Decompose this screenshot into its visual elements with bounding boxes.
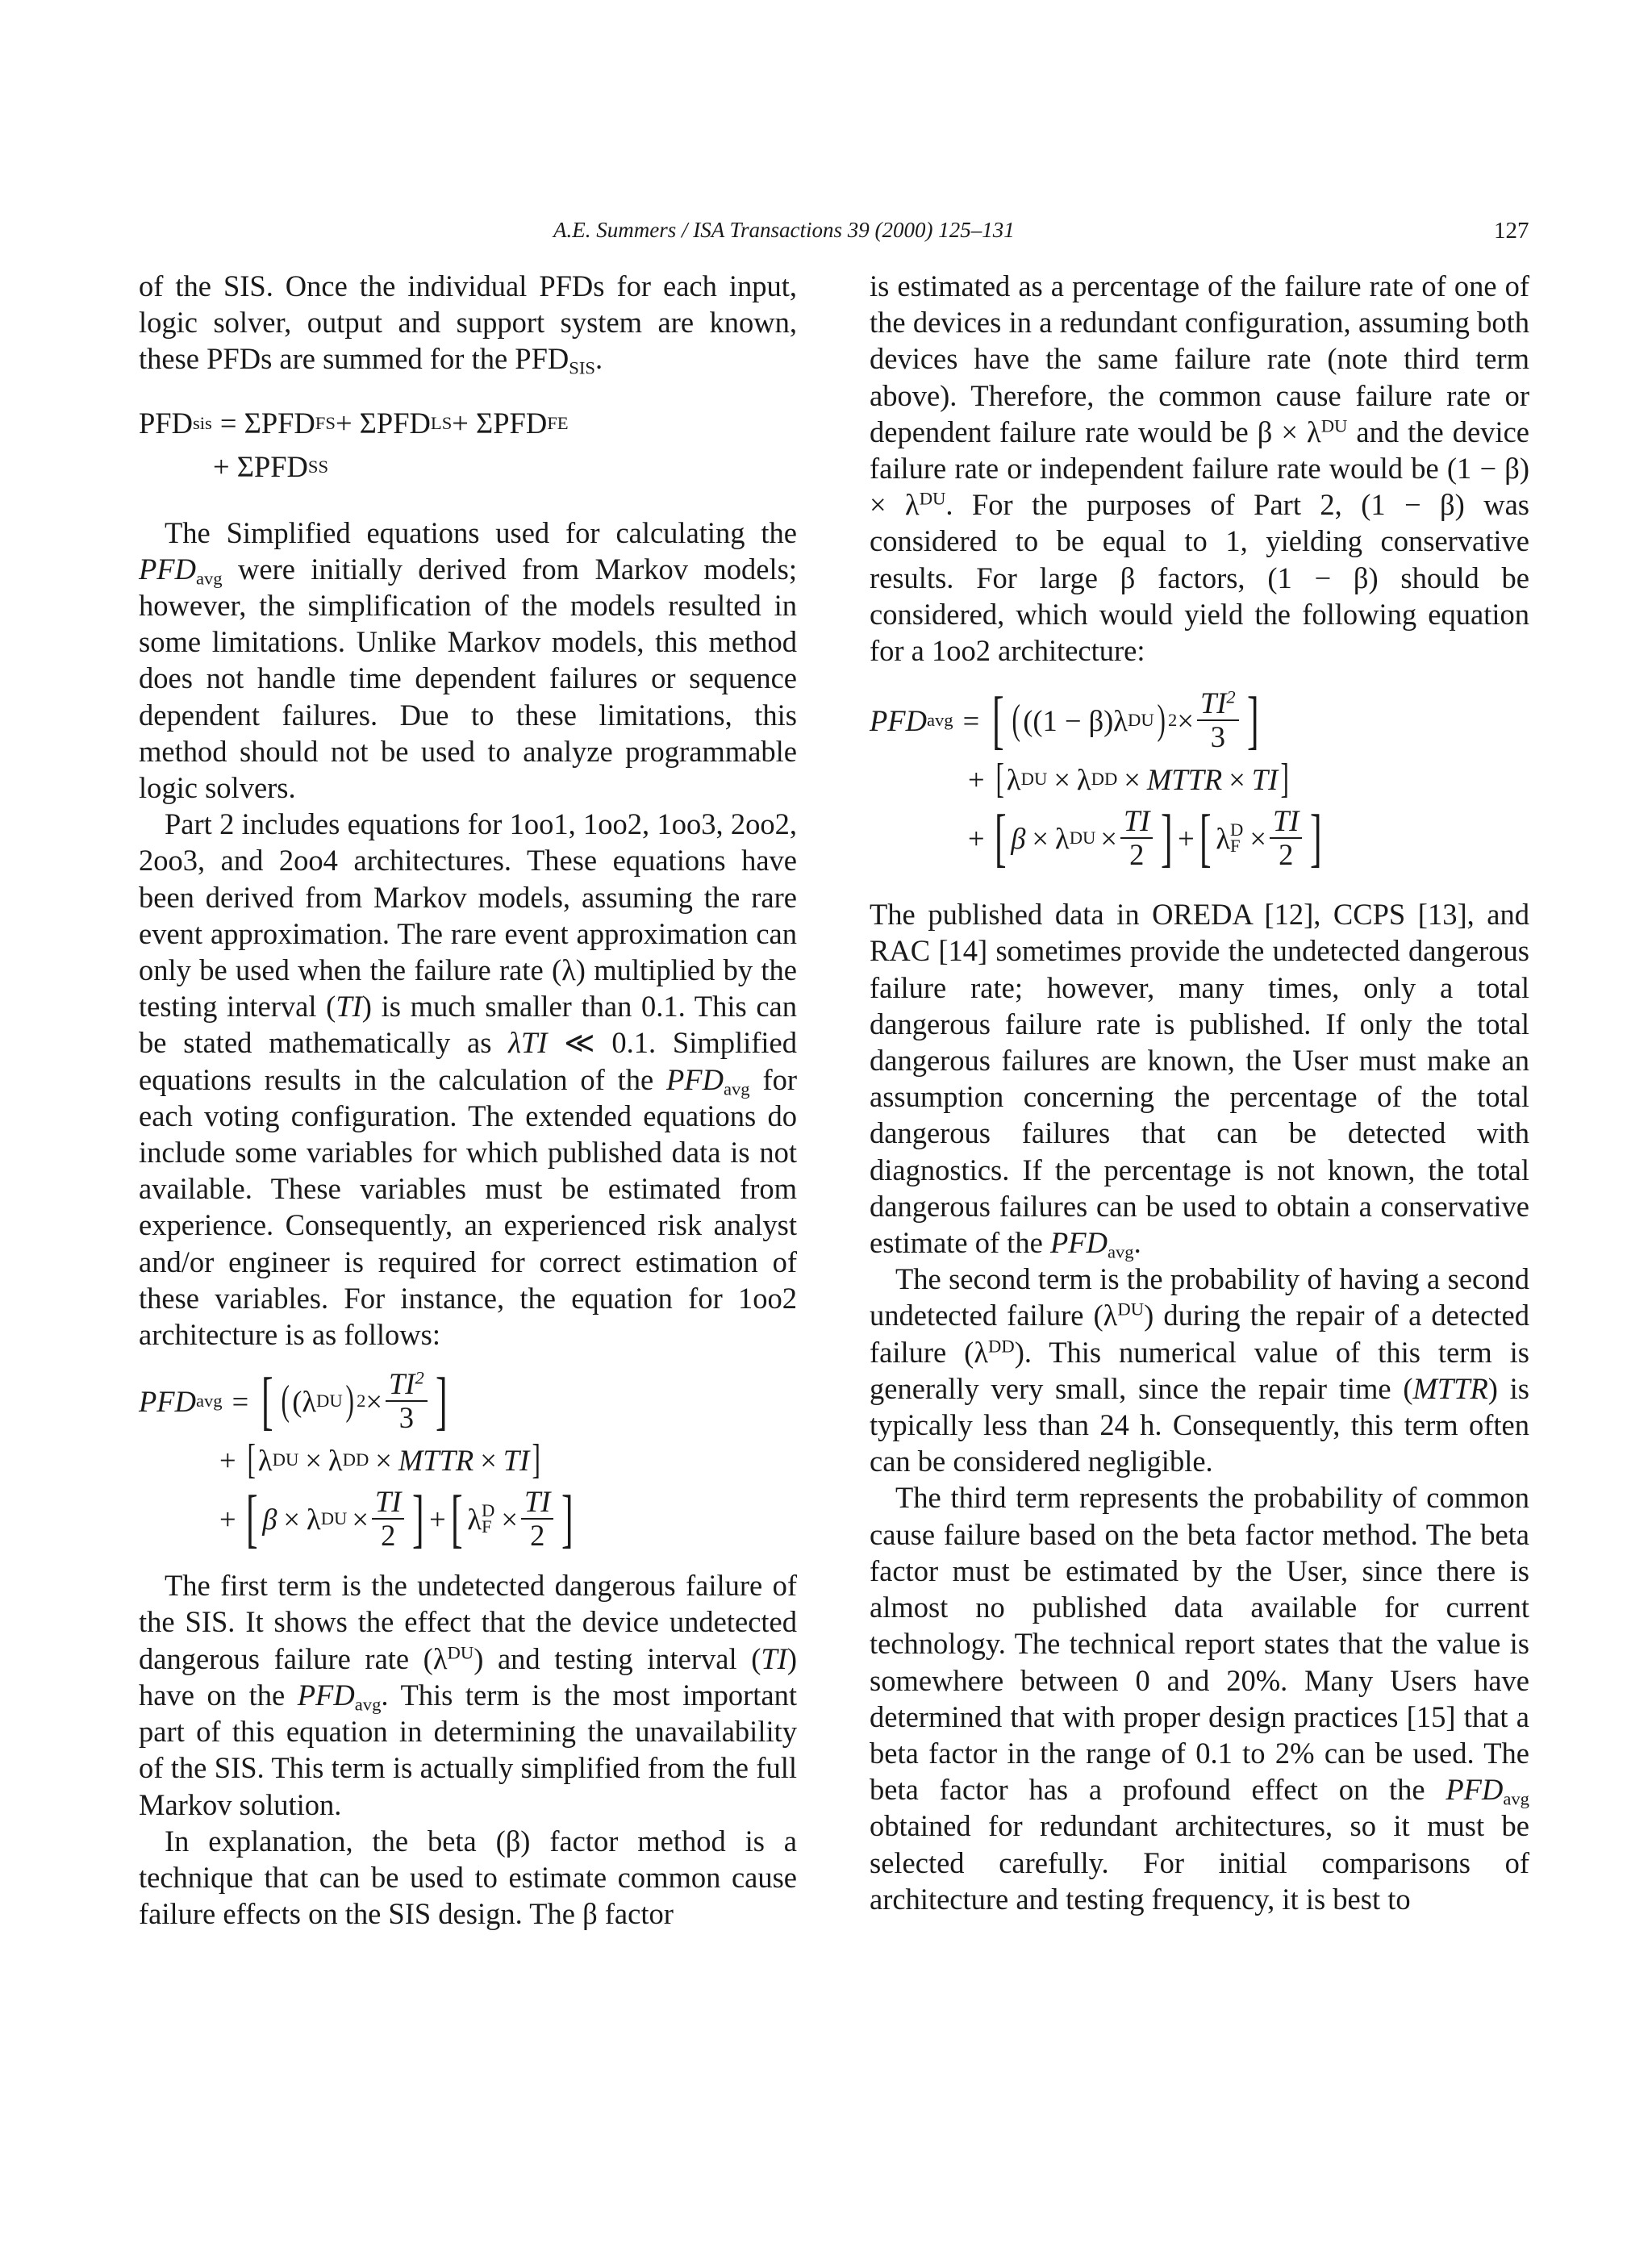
paragraph: The published data in OREDA [12], CCPS [13], and RAC [14] sometimes provide the undetected dangerous failure rate; however, many times, only a total dangerous failure rate is published. If only the total dangerous failures are known, the User must make an assumption concerning the percentage of the total dangerous failures that can be detected with diagnostics. If the percentage is not known, the total dangerous failures can be used to obtain a conservative estimate of the $PFD_{avg}$. <box>870 898 1529 1262</box>
page-number: 127 <box>1494 218 1529 244</box>
paragraph: The second term is the probability of having a second undetected failure $(\lambda^{DU})$ during the repair of a detected failure $(\lambda^{DD})$. This numerical value of this term is generally very small, since the repair time (MTTR) is typically less than 24 h. Consequently, this term often can be considered negligible. <box>870 1262 1529 1478</box>
paragraph: The first term is the undetected dangerous failure of the SIS. It shows the effect that the device undetected dangerous failure rate $(\lambda^{DU})$ and testing interval (TI) have on the $PFD_{avg}$. This term is the most important part of this equation in determining the unavailability of the SIS. This term is actually simplified from the full Markov solution. <box>139 1569 797 1821</box>
equation-pfd-avg-1oo2: PFD avg = [ ( (λ DU ) 2 × $\frac{TI^2}{3}$ ] + [ λ DU × λ DD × MTTR × TI ] + [ β × λ DU × $\frac{TI}{2}$ ] + [ λ D F × $\frac{TI}{2}$ ] <box>139 1366 574 1555</box>
left-column <box>139 268 797 1932</box>
equation-pfd-avg-1oo2-beta: PFD avg = [ ( ((1 − β)λ DU ) 2 × $\frac{TI^2}{3}$ ] + [ λ DU × λ DD × MTTR × TI ] + [ β × λ DU × $\frac{TI}{2}$ ] + [ λ D F × $\frac{TI}{2}$ ] <box>870 685 1323 874</box>
equation-pfd-sis: PFD sis = ΣPFD FS + ΣPFD LS + ΣPFD FE + ΣPFD SS <box>139 407 569 483</box>
paragraph: of the SIS. Once the individual PFDs for each input, logic solver, output and support system are known, these PFDs are summed for the $PFD_{SIS}$. <box>139 269 797 378</box>
paragraph: The third term represents the probability of common cause failure based on the beta factor method. The beta factor must be estimated by the User, since there is almost no published data available for current technology. The technical report states that the value is somewhere between 0 and 20%. Many Users have determined that with proper design practices [15] that a beta factor in the range of 0.1 to 2% can be used. The beta factor has a profound effect on the $PFD_{avg}$ obtained for redundant architectures, so it must be selected carefully. For initial comparisons of architecture and testing frequency, it is best to <box>870 1481 1529 1916</box>
journal-citation: A.E. Summers / ISA Transactions 39 (2000) 125–131 <box>553 218 1015 242</box>
paragraph: The Simplified equations used for calculating the $PFD_{avg}$ were initially derived from Markov models; however, the simplification of the models resulted in some limitations. Unlike Markov models, this method does not handle time dependent failures or sequence dependent failures. Due to these limitations, this method should not be used to analyze programmable logic solvers. <box>139 515 797 805</box>
paragraph: In explanation, the beta (β) factor method is a technique that can be used to estimate common cause failure effects on the SIS design. The β factor <box>139 1824 797 1931</box>
right-column <box>870 268 1529 1917</box>
paragraph: is estimated as a percentage of the failure rate of one of the devices in a redundant configuration, assuming both devices have the same failure rate (note third term above). Therefore, the common cause failure rate or dependent failure rate would be $\beta \times \lambda^{DU}$ and the device failure rate or independent failure rate would be $(1 - \beta) \times \lambda^{DU}$. For the purposes of Part 2, (1 − β) was considered to be equal to 1, yielding conservative results. For large β factors, (1 − β) should be considered, which would yield the following equation for a 1oo2 architecture: <box>870 269 1529 668</box>
running-header <box>0 215 1652 250</box>
paragraph: Part 2 includes equations for 1oo1, 1oo2, 1oo3, 2oo2, 2oo3, and 2oo4 architectures. These equations have been derived from Markov models, assuming the rare event approximation. The rare event approximation can only be used when the failure rate (λ) multiplied by the testing interval (TI) is much smaller than 0.1. This can be stated mathematically as λTI ≪ 0.1. Simplified equations results in the calculation of the $PFD_{avg}$ for each voting configuration. The extended equations do include some variables for which published data is not available. These variables must be estimated from experience. Consequently, an experienced risk analyst and/or engineer is required for correct estimation of these variables. For instance, the equation for 1oo2 architecture is as follows: <box>139 807 798 1352</box>
